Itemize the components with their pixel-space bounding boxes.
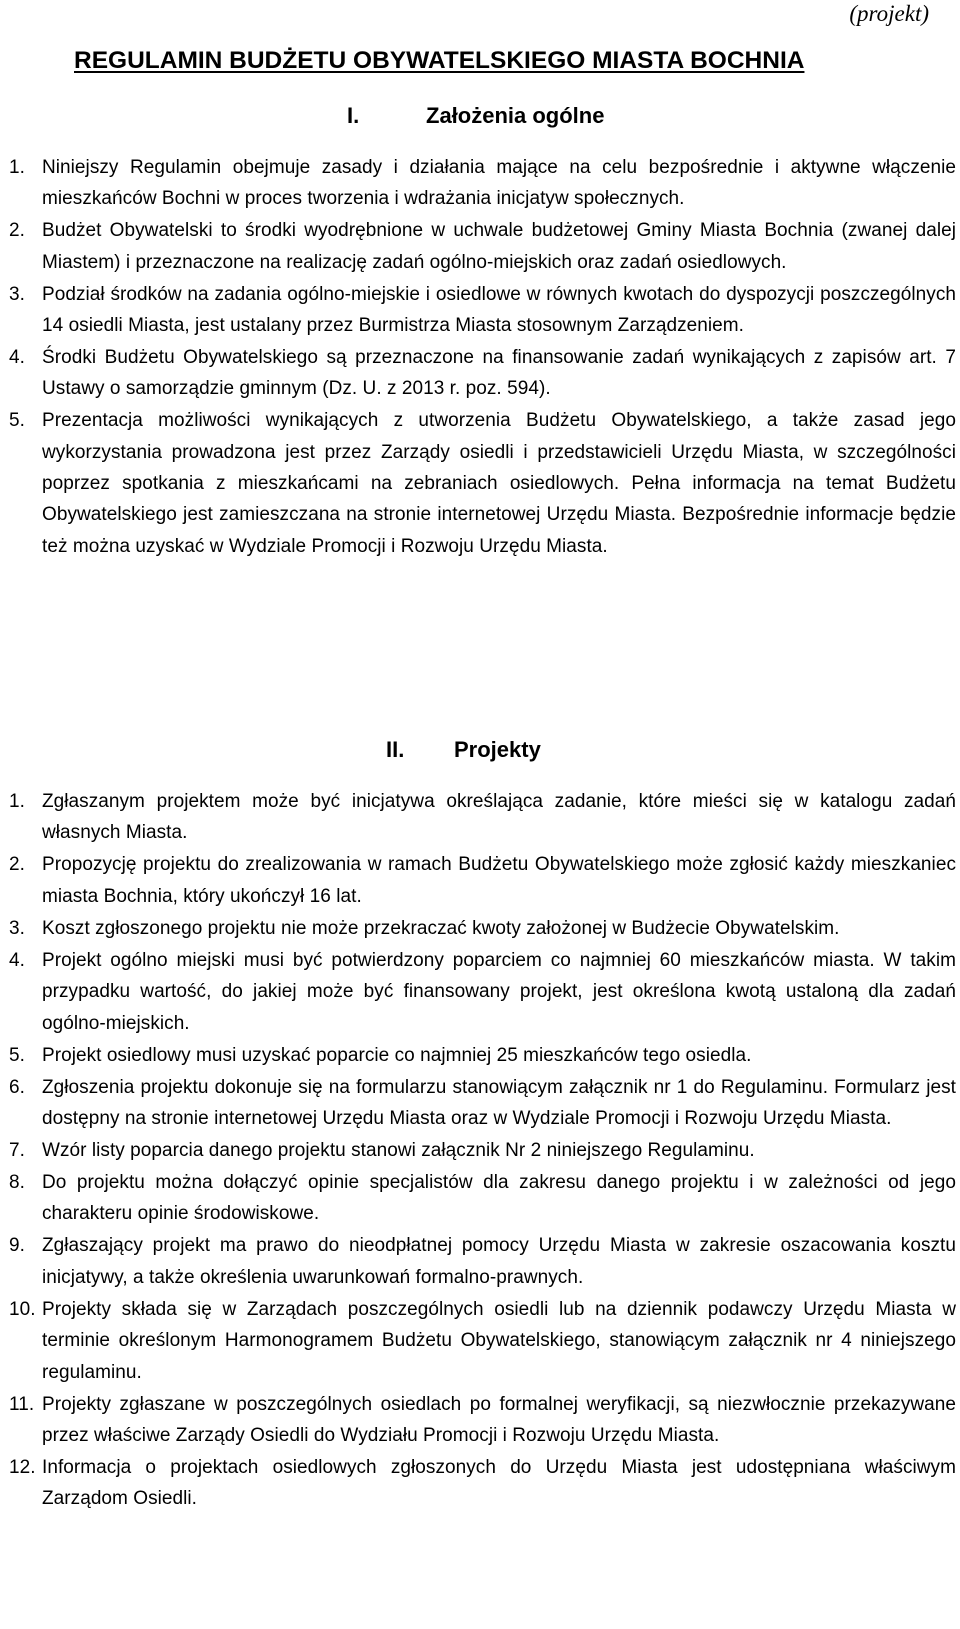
- item-number: 9.: [9, 1235, 25, 1257]
- draft-note: (projekt): [849, 1, 929, 26]
- item-text: Do projektu można dołączyć opinie specjalistów dla zakresu danego projektu i w zależności od jego charakteru opinie środowiskowe.: [42, 1172, 956, 1225]
- section-number: II.: [386, 737, 405, 762]
- item-text: Propozycję projektu do zrealizowania w ramach Budżetu Obywatelskiego może zgłosić każdy mieszkaniec miasta Bochnia, który ukończył 16 lat.: [42, 854, 956, 907]
- section-title: Założenia ogólne: [426, 103, 605, 128]
- item-number: 10.: [9, 1298, 36, 1320]
- item-number: 7.: [9, 1140, 25, 1162]
- list-item: [9, 1230, 956, 1293]
- projects-list: [9, 786, 956, 1515]
- item-text: Projekt osiedlowy musi uzyskać poparcie co najmniej 25 mieszkańców tego osiedla.: [42, 1044, 752, 1066]
- section-title: Projekty: [454, 737, 541, 762]
- item-text: Zgłaszanym projektem może być inicjatywa określająca zadanie, które mieści się w katalogu zadań własnych Miasta.: [42, 791, 956, 844]
- item-number: 3.: [9, 917, 25, 939]
- list-item: [9, 945, 956, 1039]
- item-text: Zgłaszający projekt ma prawo do nieodpłatnej pomocy Urzędu Miasta w zakresie oszacowania kosztu inicjatywy, a także określenia uwarunkowań formalno-prawnych.: [42, 1235, 956, 1288]
- item-text: Koszt zgłoszonego projektu nie może przekraczać kwoty założonej w Budżecie Obywatelskim.: [42, 917, 840, 939]
- item-number: 8.: [9, 1172, 25, 1194]
- section-heading-projects: [386, 736, 541, 764]
- list-item: [9, 1452, 956, 1515]
- list-item: [9, 1072, 956, 1135]
- list-item: [9, 1294, 956, 1388]
- item-text: Projekt ogólno miejski musi być potwierdzony poparciem co najmniej 60 mieszkańców miasta. W takim przypadku wartość, do jakiej może być finansowany projekt, jest określona kwotą ustaloną dla zadań ogólno-miejskich.: [42, 949, 956, 1034]
- item-number: 2.: [9, 854, 25, 876]
- item-text: Projekty składa się w Zarządach poszczególnych osiedli lub na dziennik podawczy Urzędu Miasta w terminie określonym Harmonogramem Budżetu Obywatelskiego, stanowiącym załącznik nr 4 niniejszego regulaminu.: [42, 1298, 956, 1383]
- document-title: REGULAMIN BUDŻETU OBYWATELSKIEGO MIASTA BOCHNIA: [74, 47, 805, 74]
- section-heading-general-assumptions: [347, 102, 604, 130]
- item-text: Informacja o projektach osiedlowych zgłoszonych do Urzędu Miasta jest udostępniana właściwym Zarządom Osiedli.: [42, 1457, 956, 1510]
- item-number: 3.: [9, 283, 25, 305]
- item-number: 4.: [9, 346, 25, 368]
- list-item: [9, 913, 956, 944]
- item-number: 5.: [9, 410, 25, 432]
- item-number: 5.: [9, 1044, 25, 1066]
- list-item: [9, 152, 956, 215]
- list-item: [9, 786, 956, 849]
- list-item: [9, 1135, 956, 1166]
- list-item: [9, 342, 956, 405]
- section-number: I.: [347, 103, 360, 128]
- item-number: 6.: [9, 1076, 25, 1098]
- list-item: [9, 279, 956, 342]
- item-text: Prezentacja możliwości wynikających z utworzenia Budżetu Obywatelskiego, a także zasad jego wykorzystania prowadzona jest przez Zarządy osiedli i przedstawicieli Urzędu Miasta, w szczególności poprzez spotkania z mieszkańcami na zebraniach osiedlowych. Pełna informacja na temat Budżetu Obywatelskiego jest zamieszczana na stronie internetowej Urzędu Miasta. Bezpośrednie informacje będzie też można uzyskać w Wydziale Promocji i Rozwoju Urzędu Miasta.: [42, 410, 956, 557]
- item-number: 12.: [9, 1457, 36, 1479]
- general-assumptions-list: [9, 152, 956, 563]
- item-text: Niniejszy Regulamin obejmuje zasady i działania mające na celu bezpośrednie i aktywne włączenie mieszkańców Bochni w proces tworzenia i wdrażania inicjatyw społecznych.: [42, 157, 956, 210]
- list-item: [9, 405, 956, 562]
- item-text: Projekty zgłaszane w poszczególnych osiedlach po formalnej weryfikacji, są niezwłocznie przekazywane przez właściwe Zarządy Osiedli do Wydziału Promocji i Rozwoju Urzędu Miasta.: [42, 1393, 956, 1447]
- item-number: 1.: [9, 157, 25, 178]
- list-item: [9, 215, 956, 278]
- list-item: [9, 1040, 956, 1071]
- item-number: 4.: [9, 949, 25, 971]
- item-number: 1.: [9, 791, 25, 812]
- item-text: Środki Budżetu Obywatelskiego są przeznaczone na finansowanie zadań wynikających z zapisów art. 7 Ustawy o samorządzie gminnym (Dz. U. z 2013 r. poz. 594).: [42, 346, 956, 400]
- item-number: 11.: [9, 1393, 35, 1415]
- item-text: Podział środków na zadania ogólno-miejskie i osiedlowe w równych kwotach do dyspozycji poszczególnych 14 osiedli Miasta, jest ustalany przez Burmistrza Miasta stosownym Zarządzeniem.: [42, 283, 956, 337]
- item-text: Wzór listy poparcia danego projektu stanowi załącznik Nr 2 niniejszego Regulaminu.: [42, 1140, 755, 1162]
- list-item: [9, 1167, 956, 1230]
- list-item: [9, 1389, 956, 1452]
- item-text: Budżet Obywatelski to środki wyodrębnione w uchwale budżetowej Gminy Miasta Bochnia (zwanej dalej Miastem) i przeznaczone na realizację zadań ogólno-miejskich oraz zadań osiedlowych.: [42, 220, 956, 273]
- list-item: [9, 849, 956, 912]
- item-number: 2.: [9, 220, 25, 242]
- item-text: Zgłoszenia projektu dokonuje się na formularzu stanowiącym załącznik nr 1 do Regulaminu. Formularz jest dostępny na stronie internetowej Urzędu Miasta oraz w Wydziale Promocji i Rozwoju Urzędu Miasta.: [42, 1076, 956, 1130]
